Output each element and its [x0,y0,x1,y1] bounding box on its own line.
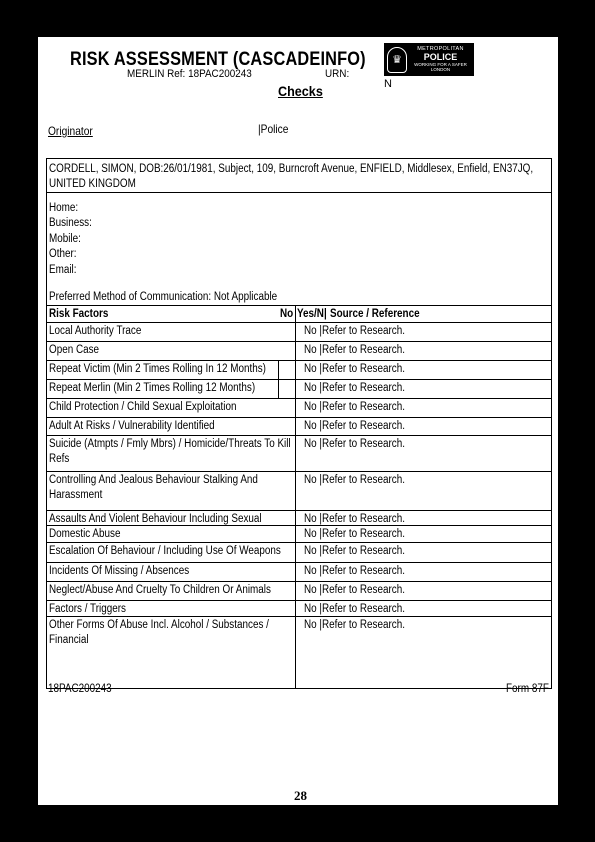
risk-factor-label: Domestic Abuse [49,528,121,540]
metropolitan-police-logo [384,43,474,76]
risk-factor-answer: No |Refer to Research. [304,513,405,525]
risk-factor-label: Factors / Triggers [49,603,126,615]
logo-line-2: POLICE [423,52,458,63]
row-divider [47,471,551,472]
row-divider [47,581,551,582]
row-divider [47,379,551,380]
risk-factor-label: Incidents Of Missing / Absences [49,565,190,577]
contact-business: Business: [49,217,92,229]
risk-factor-answer: No |Refer to Research. [304,438,405,450]
row-divider [47,525,551,526]
column-divider [295,305,296,688]
originator-label: Originator [48,124,93,138]
row-divider [47,510,551,511]
footer-form-number: Form 87F [506,683,549,695]
row-divider [47,341,551,342]
risk-factor-label: Controlling And Jealous Behaviour Stalking And [49,474,258,486]
risk-assessment-box [46,158,552,689]
risk-factor-label: Child Protection / Child Sexual Exploitation [49,401,237,413]
risk-factor-answer: No |Refer to Research. [304,528,405,540]
risk-factor-answer: No |Refer to Research. [304,545,405,557]
contact-email: Email: [49,264,77,276]
risk-factor-label: Harassment [49,489,103,501]
risk-factor-answer: No |Refer to Research. [304,344,405,356]
urn-value: N [384,78,392,90]
row-divider [47,322,551,323]
footer-reference: 18PAC200243 [48,683,112,695]
header-risk-factors: Risk Factors [49,308,109,320]
cell-divider [278,379,279,398]
risk-factor-answer: No |Refer to Research. [304,474,405,486]
originator-value: |Police [258,122,289,136]
risk-factor-label: Assaults And Violent Behaviour Including Sexual [49,513,262,525]
row-divider [47,616,551,617]
contact-home: Home: [49,202,79,214]
row-divider [47,360,551,361]
page-number: 28 [294,788,307,803]
risk-factor-label: Open Case [49,344,100,356]
row-divider [47,417,551,418]
risk-factor-answer: No |Refer to Research. [304,584,405,596]
cell-divider [278,360,279,379]
merlin-ref: MERLIN Ref: 18PAC200243 [127,68,252,80]
police-crest-icon: ♛ [387,47,407,73]
subject-line-2: UNITED KINGDOM [49,178,136,190]
risk-factor-label: Neglect/Abuse And Cruelty To Children Or Animals [49,584,271,596]
risk-factor-answer: No |Refer to Research. [304,619,405,631]
row-divider [47,562,551,563]
risk-factor-label: Other Forms Of Abuse Incl. Alcohol / Substances / [49,619,269,631]
risk-factor-answer: No |Refer to Research. [304,401,405,413]
risk-factor-label: Refs [49,453,70,465]
row-divider [47,435,551,436]
risk-factor-label: Local Authority Trace [49,325,142,337]
risk-factor-label: Financial [49,634,89,646]
risk-factor-label: Suicide (Atmpts / Fmly Mbrs) / Homicide/Threats To Kill [49,438,291,450]
risk-factor-answer: No |Refer to Research. [304,420,405,432]
logo-line-1: METROPOLITAN [417,45,464,52]
row-divider [47,398,551,399]
contact-other: Other: [49,248,77,260]
risk-factor-label: Adult At Risks / Vulnerability Identified [49,420,215,432]
risk-factor-answer: No |Refer to Research. [304,382,405,394]
row-divider [47,542,551,543]
risk-factor-label: Repeat Merlin (Min 2 Times Rolling 12 Months) [49,382,256,394]
document-page [38,37,558,805]
checks-heading: Checks [278,83,323,99]
row-divider [47,600,551,601]
risk-factor-answer: No |Refer to Research. [304,603,405,615]
logo-line-3: WORKING FOR A SAFER LONDON [414,62,467,72]
header-source: Source / Reference [330,308,420,320]
header-yes-no: Yes/N| [297,308,327,320]
risk-factor-answer: No |Refer to Research. [304,565,405,577]
subject-line-1: CORDELL, SIMON, DOB:26/01/1981, Subject, 109, Burncroft Avenue, ENFIELD, Middlesex, Enfield, EN37JQ, [49,163,534,175]
contact-mobile: Mobile: [49,233,81,245]
risk-factor-label: Escalation Of Behaviour / Including Use Of Weapons [49,545,281,557]
urn-label: URN: [325,68,350,80]
preferred-method: Preferred Method of Communication: Not Applicable [49,291,278,303]
risk-factor-answer: No |Refer to Research. [304,363,405,375]
header-no: No [280,308,294,320]
page-title: RISK ASSESSMENT (CASCADEINFO) [70,49,366,70]
risk-factor-answer: No |Refer to Research. [304,325,405,337]
risk-factor-label: Repeat Victim (Min 2 Times Rolling In 12 Months) [49,363,266,375]
